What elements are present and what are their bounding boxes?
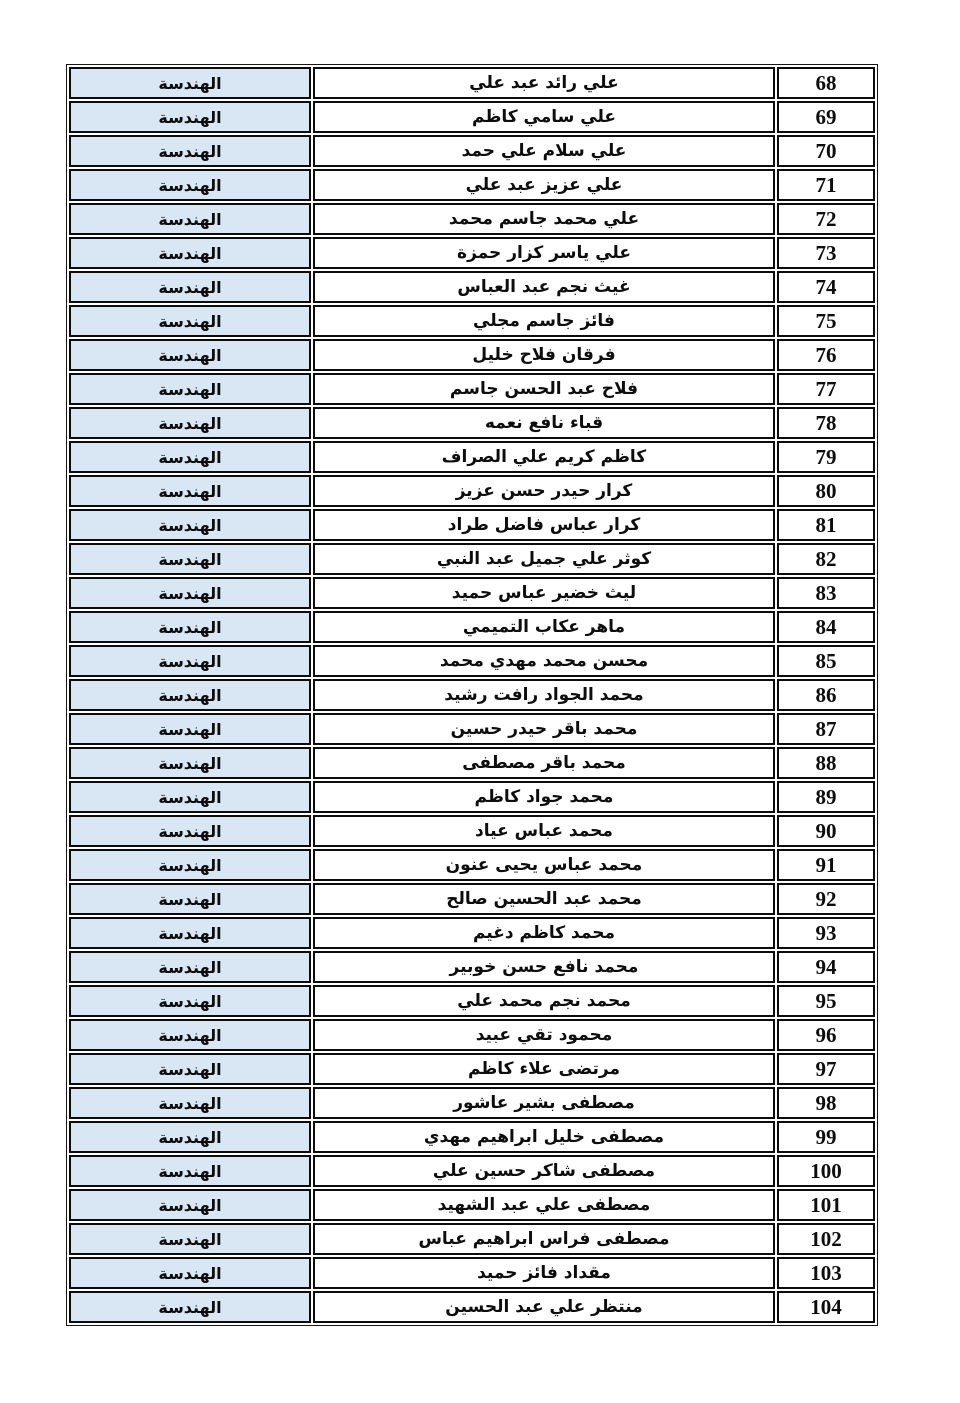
row-number-cell: 97 (777, 1053, 875, 1085)
department-cell: الهندسة (69, 611, 311, 643)
department-cell: الهندسة (69, 1121, 311, 1153)
student-name-cell: محمد نافع حسن خوبير (313, 951, 775, 983)
department-cell: الهندسة (69, 1155, 311, 1187)
row-number-cell: 104 (777, 1291, 875, 1323)
table-row (69, 1189, 875, 1221)
student-name-cell: كاظم كريم علي الصراف (313, 441, 775, 473)
student-name-cell: مصطفى بشير عاشور (313, 1087, 775, 1119)
department-cell: الهندسة (69, 135, 311, 167)
table-row (69, 237, 875, 269)
student-name-cell: محمد باقر حيدر حسين (313, 713, 775, 745)
row-number-cell: 74 (777, 271, 875, 303)
row-number-cell: 70 (777, 135, 875, 167)
department-cell: الهندسة (69, 815, 311, 847)
department-cell: الهندسة (69, 169, 311, 201)
table-row (69, 917, 875, 949)
table-row (69, 169, 875, 201)
student-name-cell: منتظر علي عبد الحسين (313, 1291, 775, 1323)
table-row (69, 1257, 875, 1289)
table-row (69, 1223, 875, 1255)
students-roster-table (66, 64, 878, 1326)
department-cell: الهندسة (69, 339, 311, 371)
table-row (69, 645, 875, 677)
row-number-cell: 94 (777, 951, 875, 983)
student-name-cell: محمد كاظم دغيم (313, 917, 775, 949)
table-row (69, 101, 875, 133)
department-cell: الهندسة (69, 271, 311, 303)
row-number-cell: 88 (777, 747, 875, 779)
row-number-cell: 89 (777, 781, 875, 813)
department-cell: الهندسة (69, 781, 311, 813)
student-name-cell: علي محمد جاسم محمد (313, 203, 775, 235)
table-row (69, 747, 875, 779)
table-row (69, 1291, 875, 1323)
department-cell: الهندسة (69, 1189, 311, 1221)
table-row (69, 67, 875, 99)
table-row (69, 1019, 875, 1051)
row-number-cell: 78 (777, 407, 875, 439)
table-row (69, 577, 875, 609)
table-row (69, 849, 875, 881)
department-cell: الهندسة (69, 679, 311, 711)
student-name-cell: محسن محمد مهدي محمد (313, 645, 775, 677)
row-number-cell: 73 (777, 237, 875, 269)
student-name-cell: فلاح عبد الحسن جاسم (313, 373, 775, 405)
student-name-cell: محمد عباس عياد (313, 815, 775, 847)
row-number-cell: 98 (777, 1087, 875, 1119)
department-cell: الهندسة (69, 1291, 311, 1323)
row-number-cell: 87 (777, 713, 875, 745)
row-number-cell: 92 (777, 883, 875, 915)
row-number-cell: 96 (777, 1019, 875, 1051)
row-number-cell: 72 (777, 203, 875, 235)
row-number-cell: 71 (777, 169, 875, 201)
table-row (69, 135, 875, 167)
row-number-cell: 91 (777, 849, 875, 881)
student-name-cell: ماهر عكاب التميمي (313, 611, 775, 643)
row-number-cell: 101 (777, 1189, 875, 1221)
student-name-cell: علي ياسر كزار حمزة (313, 237, 775, 269)
department-cell: الهندسة (69, 1087, 311, 1119)
department-cell: الهندسة (69, 475, 311, 507)
table-row (69, 713, 875, 745)
table-row (69, 339, 875, 371)
row-number-cell: 99 (777, 1121, 875, 1153)
student-name-cell: محمد عبد الحسين صالح (313, 883, 775, 915)
row-number-cell: 86 (777, 679, 875, 711)
table-row (69, 679, 875, 711)
table-row (69, 543, 875, 575)
table-row (69, 951, 875, 983)
department-cell: الهندسة (69, 441, 311, 473)
table-row (69, 1121, 875, 1153)
row-number-cell: 76 (777, 339, 875, 371)
table-row (69, 305, 875, 337)
department-cell: الهندسة (69, 645, 311, 677)
table-row (69, 815, 875, 847)
student-name-cell: مصطفى شاكر حسين علي (313, 1155, 775, 1187)
table-row (69, 373, 875, 405)
row-number-cell: 80 (777, 475, 875, 507)
table-row (69, 1053, 875, 1085)
row-number-cell: 85 (777, 645, 875, 677)
department-cell: الهندسة (69, 917, 311, 949)
student-name-cell: مصطفى علي عبد الشهيد (313, 1189, 775, 1221)
student-name-cell: محمد باقر مصطفى (313, 747, 775, 779)
department-cell: الهندسة (69, 1223, 311, 1255)
table-row (69, 509, 875, 541)
department-cell: الهندسة (69, 1053, 311, 1085)
row-number-cell: 82 (777, 543, 875, 575)
row-number-cell: 69 (777, 101, 875, 133)
student-name-cell: كوثر علي جميل عبد النبي (313, 543, 775, 575)
table-row (69, 883, 875, 915)
department-cell: الهندسة (69, 509, 311, 541)
student-name-cell: محمد جواد كاظم (313, 781, 775, 813)
table-row (69, 611, 875, 643)
department-cell: الهندسة (69, 373, 311, 405)
student-name-cell: علي عزيز عبد علي (313, 169, 775, 201)
department-cell: الهندسة (69, 407, 311, 439)
student-name-cell: علي سامي كاظم (313, 101, 775, 133)
table-row (69, 475, 875, 507)
department-cell: الهندسة (69, 985, 311, 1017)
table-row (69, 985, 875, 1017)
row-number-cell: 77 (777, 373, 875, 405)
table-row (69, 271, 875, 303)
student-name-cell: فائز جاسم مجلي (313, 305, 775, 337)
department-cell: الهندسة (69, 237, 311, 269)
department-cell: الهندسة (69, 849, 311, 881)
student-name-cell: كرار عباس فاضل طراد (313, 509, 775, 541)
student-name-cell: ليث خضير عباس حميد (313, 577, 775, 609)
department-cell: الهندسة (69, 713, 311, 745)
student-name-cell: محمود تقي عبيد (313, 1019, 775, 1051)
student-name-cell: فرقان فلاح خليل (313, 339, 775, 371)
row-number-cell: 83 (777, 577, 875, 609)
row-number-cell: 93 (777, 917, 875, 949)
row-number-cell: 100 (777, 1155, 875, 1187)
department-cell: الهندسة (69, 305, 311, 337)
department-cell: الهندسة (69, 883, 311, 915)
department-cell: الهندسة (69, 577, 311, 609)
table-row (69, 1155, 875, 1187)
table-row (69, 781, 875, 813)
row-number-cell: 84 (777, 611, 875, 643)
table-row (69, 407, 875, 439)
student-name-cell: مصطفى فراس ابراهيم عباس (313, 1223, 775, 1255)
table-row (69, 1087, 875, 1119)
student-name-cell: مرتضى علاء كاظم (313, 1053, 775, 1085)
department-cell: الهندسة (69, 203, 311, 235)
department-cell: الهندسة (69, 543, 311, 575)
row-number-cell: 75 (777, 305, 875, 337)
row-number-cell: 68 (777, 67, 875, 99)
department-cell: الهندسة (69, 747, 311, 779)
department-cell: الهندسة (69, 67, 311, 99)
table-row (69, 203, 875, 235)
row-number-cell: 79 (777, 441, 875, 473)
table-row (69, 441, 875, 473)
row-number-cell: 90 (777, 815, 875, 847)
department-cell: الهندسة (69, 1019, 311, 1051)
student-name-cell: علي رائد عبد علي (313, 67, 775, 99)
student-name-cell: كرار حيدر حسن عزيز (313, 475, 775, 507)
student-name-cell: مقداد فائز حميد (313, 1257, 775, 1289)
row-number-cell: 95 (777, 985, 875, 1017)
department-cell: الهندسة (69, 951, 311, 983)
student-name-cell: محمد الجواد رافت رشيد (313, 679, 775, 711)
row-number-cell: 102 (777, 1223, 875, 1255)
student-name-cell: محمد نجم محمد علي (313, 985, 775, 1017)
student-name-cell: مصطفى خليل ابراهيم مهدي (313, 1121, 775, 1153)
roster-rows (69, 67, 875, 1323)
student-name-cell: محمد عباس يحيى عنون (313, 849, 775, 881)
row-number-cell: 81 (777, 509, 875, 541)
student-name-cell: غيث نجم عبد العباس (313, 271, 775, 303)
student-name-cell: قباء نافع نعمه (313, 407, 775, 439)
department-cell: الهندسة (69, 1257, 311, 1289)
department-cell: الهندسة (69, 101, 311, 133)
row-number-cell: 103 (777, 1257, 875, 1289)
student-name-cell: علي سلام علي حمد (313, 135, 775, 167)
